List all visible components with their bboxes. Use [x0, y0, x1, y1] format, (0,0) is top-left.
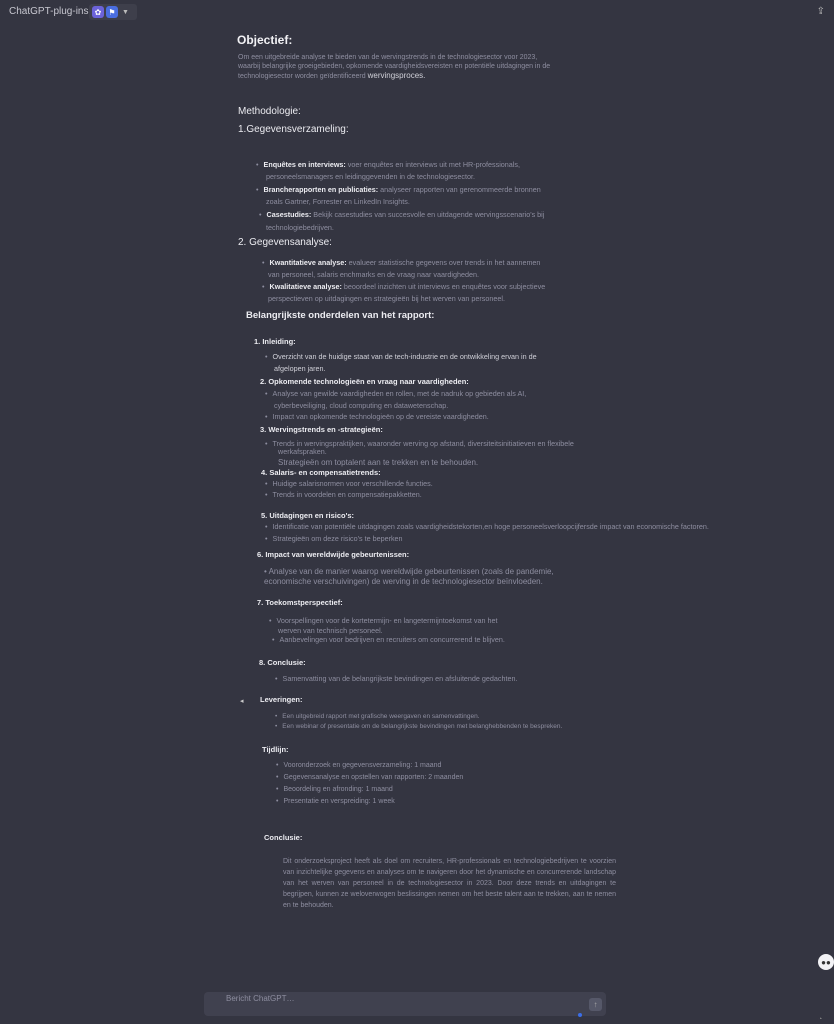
list-item: • Strategieën om deze risico's te beperken [265, 533, 403, 545]
list-item-cont: cyberbeveiliging, cloud computing en datawetenschap. [274, 401, 449, 410]
list-item-cont: personeelsmanagers en leidinggevenden in de technologiesector. [266, 172, 475, 181]
help-icon[interactable]: ◔ [818, 1016, 823, 1023]
deliverables-heading: Leveringen: [260, 695, 303, 704]
objective-line: Om een uitgebreide analyse te bieden van de wervingstrends in de technologiesector voor 2023, [238, 54, 538, 61]
chat-bubble-icon[interactable]: ●● [818, 954, 834, 970]
objective-line: technologiesector worden geïdentificeerd wervingsproces. [238, 71, 426, 80]
list-item: • Kwantitatieve analyse: evalueer statistische gegevens over trends in het aannemen [262, 257, 540, 269]
step-heading: 1.Gegevensverzameling: [238, 124, 349, 135]
list-item: • Een webinar of presentatie om de belangrijkste bevindingen met belanghebbenden te bespreken. [275, 721, 562, 733]
list-item-cont: perspectieven op uitdagingen en strategieën bij het werven van personeel. [268, 294, 505, 303]
list-item-cont: zoals Gartner, Forrester en LinkedIn Insights. [266, 197, 410, 206]
share-icon[interactable]: ⇪ [816, 6, 825, 17]
list-item: • Overzicht van de huidige staat van de tech-industrie en de ontwikkeling ervan in de [265, 351, 537, 363]
plugin-icon: ⚑ [106, 6, 118, 18]
list-item: • Trends in wervingspraktijken, waaronder werving op afstand, diversiteitsinitiatieven en flexibele [265, 438, 574, 450]
section-heading: 5. Uitdagingen en risico's: [261, 511, 355, 520]
report-heading: Belangrijkste onderdelen van het rapport: [246, 310, 435, 321]
list-item-cont: afgelopen jaren. [274, 364, 326, 373]
app-title[interactable]: ChatGPT-plug-ins [9, 6, 89, 17]
methodology-heading: Methodologie: [238, 106, 301, 117]
send-button[interactable] [589, 998, 602, 1011]
list-item: • Impact van opkomende technologieën op de vereiste vaardigheden. [265, 411, 489, 423]
chevron-down-icon: ▼ [122, 8, 129, 16]
section-heading: 1. Inleiding: [254, 337, 296, 346]
list-item: • Analyse van gewilde vaardigheden en rollen, met de nadruk op gebieden als AI, [265, 388, 526, 400]
objective-line: waarbij belangrijke groeigebieden, opkomende vaardigheidsvereisten en potentiële uitdagingen in de [238, 63, 551, 70]
step-heading: 2. Gegevensanalyse: [238, 237, 332, 248]
list-item: • Gegevensanalyse en opstellen van rapporten: 2 maanden [276, 772, 463, 784]
list-item: • Huidige salarisnormen voor verschillende functies. [265, 478, 433, 490]
list-item: • Enquêtes en interviews: voer enquêtes en interviews uit met HR-professionals, [256, 159, 520, 171]
list-item: • Een uitgebreid rapport met grafische weergaven en samenvattingen. [275, 711, 480, 723]
message-placeholder: Bericht ChatGPT… [226, 994, 295, 1003]
list-item: • Brancherapporten en publicaties: analyseer rapporten van gerenommeerde bronnen [256, 184, 541, 196]
list-item-cont: werven van technisch personeel. [278, 626, 383, 635]
section-heading: 4. Salaris- en compensatietrends: [261, 468, 381, 477]
section-heading: 7. Toekomstperspectief: [257, 598, 343, 607]
list-item-cont: economische verschuivingen) de werving in de technologiesector beïnvloeden. [264, 577, 543, 586]
conclusion-paragraph: Dit onderzoeksproject heeft als doel om recruiters, HR-professionals en technologiebedrijven te voorzien van inzichtelijke gegevens en analyses om te navigeren door het dynamische en concurrerende landschap van het werven van personeel in de technologiesector in 2023. Door deze trends en uitdagingen te begrijpen, kunnen ze weloverwogen beslissingen nemen om het beste talent aan te trekken, aan te nemen en te behouden. [283, 858, 616, 909]
list-item-cont: werkafspraken. [278, 447, 327, 456]
timeline-heading: Tijdlijn: [262, 745, 289, 754]
status-dot [578, 1013, 582, 1017]
list-item: • Beoordeling en afronding: 1 maand [276, 784, 393, 796]
list-item: • Samenvatting van de belangrijkste bevindingen en afsluitende gedachten. [275, 673, 518, 685]
list-item: • Vooronderzoek en gegevensverzameling: 1 maand [276, 760, 441, 772]
message-input[interactable] [204, 992, 606, 1016]
section-heading: 8. Conclusie: [259, 658, 306, 667]
section-heading: 6. Impact van wereldwijde gebeurtenissen: [257, 550, 410, 559]
list-item: • Voorspellingen voor de kortetermijn- en langetermijntoekomst van het [269, 615, 497, 627]
list-item: • Trends in voordelen en compensatiepakketten. [265, 489, 422, 501]
section-heading: 2. Opkomende technologieën en vraag naar vaardigheden: [260, 377, 469, 386]
arrow-up-icon: ↑ [593, 1000, 598, 1009]
bullet-marker: ◂ [240, 698, 244, 705]
list-item: • Aanbevelingen voor bedrijven en recruiters om concurrerend te blijven. [272, 634, 505, 646]
list-item: • Presentatie en verspreiding: 1 week [276, 796, 395, 808]
list-item: • Analyse van de manier waarop wereldwijde gebeurtenissen (zoals de pandemie, [264, 567, 554, 576]
list-item-cont: van personeel, salaris enchmarks en de vraag naar vaardigheden. [268, 270, 479, 279]
objective-heading: Objectief: [237, 33, 293, 47]
list-item: • Identificatie van potentiële uitdagingen zoals vaardigheidstekorten,en hoge personeelsverloopcijfersde impact van economische factoren. [265, 521, 709, 533]
list-item: • Casestudies: Bekijk casestudies van succesvolle en uitdagende wervingsscenario's bij [259, 209, 544, 221]
list-item: Strategieën om toptalent aan te trekken en te behouden. [278, 458, 479, 467]
conclusion-heading: Conclusie: [264, 833, 303, 842]
section-heading: 3. Wervingstrends en -strategieën: [260, 425, 383, 434]
list-item-cont: technologiebedrijven. [266, 223, 334, 232]
plugin-icon: ✿ [92, 6, 104, 18]
list-item: • Kwalitatieve analyse: beoordeel inzichten uit interviews en enquêtes voor subjectieve [262, 281, 545, 293]
